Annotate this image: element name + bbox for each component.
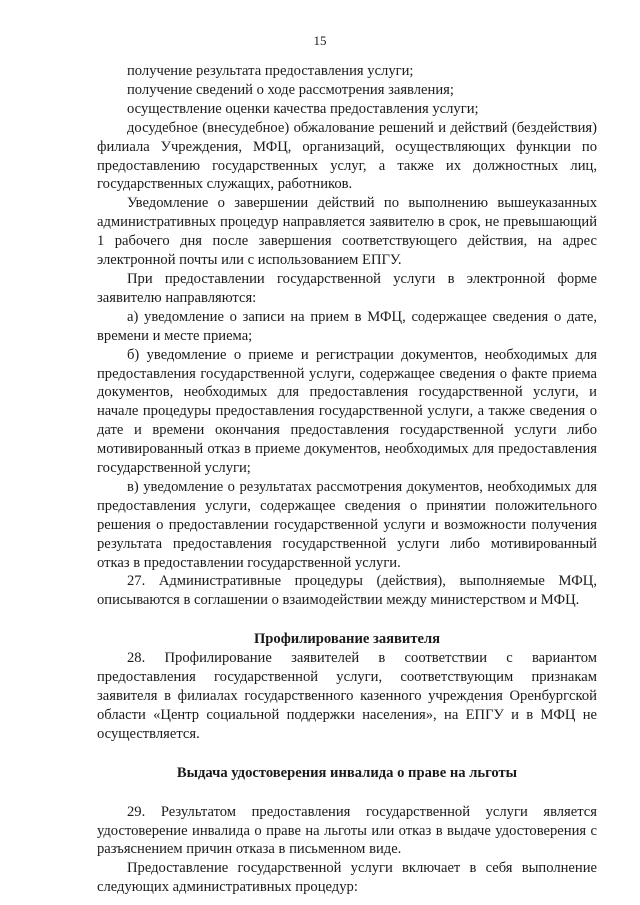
paragraph: б) уведомление о приеме и регистрации документов, необходимых для предоставления государственной услуги, содержащее сведения о факте приема документов, необходимых для предоставления государственной услуги, и начале процедуры предоставления государственной услуги, а также сведения о дате и времени окончания предоставления государственной услуги либо мотивированный отказ в приеме документов, необходимых для предоставления государственной услуги; [97, 346, 597, 477]
document-body [97, 62, 597, 897]
paragraph: осуществление оценки качества предоставления услуги; [127, 100, 479, 117]
paragraph: получение сведений о ходе рассмотрения заявления; [127, 81, 454, 98]
paragraph: досудебное (внесудебное) обжалование решений и действий (бездействия) филиала Учреждения, МФЦ, организаций, осуществляющих функции по предоставлению государственных услуг, а также их должностных лиц, государственных служащих, работников. [97, 119, 597, 193]
paragraph: При предоставлении государственной услуги в электронной форме заявителю направляются: [97, 270, 597, 306]
paragraph: Предоставление государственной услуги включает в себя выполнение следующих административных процедур: [97, 860, 597, 896]
section-heading-profiling: Профилирование заявителя [253, 631, 441, 648]
paragraph: в) уведомление о результатах рассмотрения документов, необходимых для предоставления услуги, содержащее сведения о принятии положительного решения о предоставлении государственной услуги и возможности получения результата предоставления государственной услуги либо мотивированный отказ в предоставлении государственной услуги. [97, 478, 597, 571]
paragraph: а) уведомление о записи на прием в МФЦ, содержащее сведения о дате, времени и месте приема; [97, 308, 597, 344]
page-number: 15 [313, 33, 327, 48]
paragraph: 28. Профилирование заявителей в соответствии с вариантом предоставления государственной услуги, соответствующим признакам заявителя в филиалах государственного казенного учреждения Оренбургской области «Центр социальной поддержки населения», на ЕПГУ и в МФЦ не осуществляется. [97, 650, 597, 742]
paragraph: получение результата предоставления услуги; [127, 63, 414, 79]
paragraph: 27. Административные процедуры (действия), выполняемые МФЦ, описываются в соглашении о взаимодействии между министерством и МФЦ. [97, 573, 597, 609]
paragraph: 29. Результатом предоставления государственной услуги является удостоверение инвалида о праве на льготы или отказ в выдаче удостоверения с разъяснением причин отказа в письменном виде. [97, 803, 597, 858]
paragraph: Уведомление о завершении действий по выполнению вышеуказанных административных процедур направляется заявителю в срок, не превышающий 1 рабочего дня после завершения соответствующего действия, на адрес электронной почты или с использованием ЕПГУ. [97, 195, 597, 269]
section-heading-certificate: Выдача удостоверения инвалида о праве на льготы [176, 764, 518, 781]
